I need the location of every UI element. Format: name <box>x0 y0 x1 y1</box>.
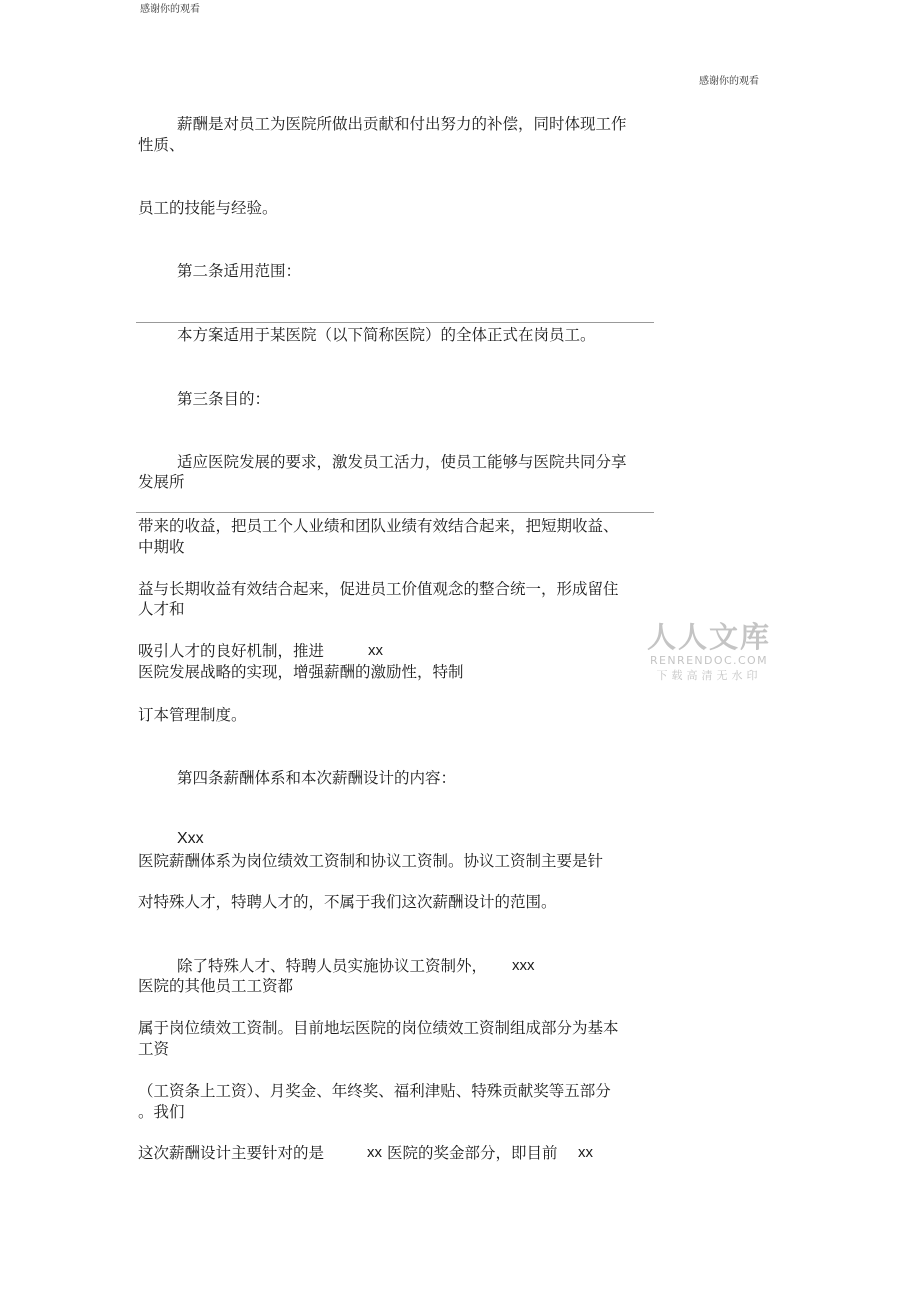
section-heading: 第四条薪酬体系和本次薪酬设计的内容： <box>177 769 457 787</box>
paragraph-line: 员工的技能与经验。 <box>138 199 278 217</box>
divider-line <box>136 322 654 323</box>
paragraph-line: 医院发展战略的实现，增强薪酬的激励性，特制 <box>138 663 464 681</box>
placeholder-text: xxx <box>512 957 535 974</box>
header-left-text: 感谢你的观看 <box>140 4 200 15</box>
paragraph-line: 人才和 <box>138 600 185 618</box>
placeholder-text: xx <box>368 642 383 659</box>
divider-line <box>136 512 654 513</box>
paragraph-line: 薪酬是对员工为医院所做出贡献和付出努力的补偿，同时体现工作 <box>177 115 627 133</box>
watermark <box>646 620 772 684</box>
paragraph-line: 这次薪酬设计主要针对的是 <box>138 1144 325 1162</box>
paragraph-line: 医院的其他员工工资都 <box>138 977 294 995</box>
header-right-text: 感谢你的观看 <box>699 76 759 87</box>
paragraph-line: 工资 <box>138 1040 170 1058</box>
paragraph-line: 本方案适用于某医院（以下简称医院）的全体正式在岗员工。 <box>177 326 596 344</box>
section-heading: 第三条目的： <box>177 390 271 408</box>
paragraph-line: 医院薪酬体系为岗位绩效工资制和协议工资制。协议工资制主要是针 <box>138 852 604 870</box>
watermark-slogan: 下载高清无水印 <box>656 669 762 682</box>
paragraph-line: 带来的收益，把员工个人业绩和团队业绩有效结合起来，把短期收益、 <box>138 517 619 535</box>
paragraph-line: 订本管理制度。 <box>138 706 247 724</box>
paragraph-line: （工资条上工资）、月奖金、年终奖、福利津贴、特殊贡献奖等五部分 <box>138 1082 611 1100</box>
paragraph-line: 吸引人才的良好机制，推进 <box>138 642 325 660</box>
watermark-title: 人人文库 <box>646 620 771 654</box>
paragraph-line: 性质、 <box>138 136 185 154</box>
placeholder-text: Xxx <box>177 830 204 847</box>
paragraph-line: 属于岗位绩效工资制。目前地坛医院的岗位绩效工资制组成部分为基本 <box>138 1019 619 1037</box>
placeholder-text: xx <box>367 1144 382 1161</box>
paragraph-line: 。我们 <box>138 1103 185 1121</box>
section-heading: 第二条适用范围： <box>177 262 302 280</box>
paragraph-line: 中期收 <box>138 538 185 556</box>
paragraph-line: 益与长期收益有效结合起来，促进员工价值观念的整合统一，形成留住 <box>138 580 619 598</box>
watermark-url: RENRENDOC.COM <box>650 654 768 667</box>
paragraph-line: 对特殊人才，特聘人才的，不属于我们这次薪酬设计的范围。 <box>138 893 557 911</box>
paragraph-line: 发展所 <box>138 473 185 491</box>
paragraph-line: 适应医院发展的要求，激发员工活力，使员工能够与医院共同分享 <box>177 453 627 471</box>
paragraph-line: 除了特殊人才、特聘人员实施协议工资制外， <box>177 957 488 975</box>
paragraph-line: 医院的奖金部分，即目前 <box>387 1144 558 1162</box>
placeholder-text: xx <box>578 1144 593 1161</box>
